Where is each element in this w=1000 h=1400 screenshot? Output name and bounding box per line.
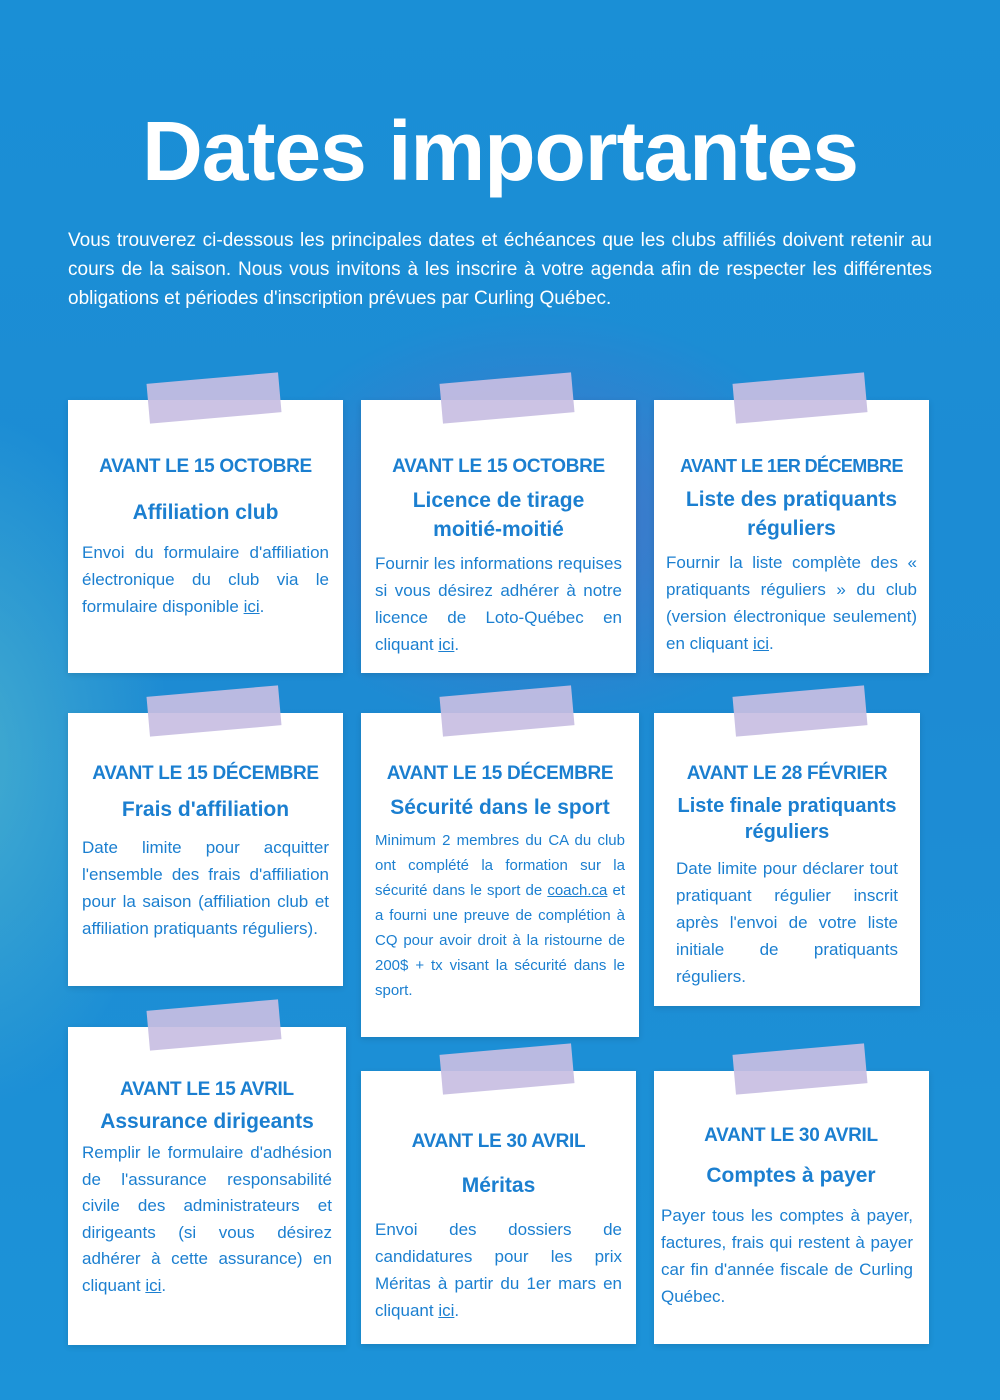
card-desc: Fournir les informations requises si vous désirez adhérer à notre licence de Loto-Québec en cliquant ici. <box>375 554 622 654</box>
tape-decoration <box>147 372 282 423</box>
card-date: AVANT LE 15 DÉCEMBRE <box>92 763 319 784</box>
card-date: AVANT LE 15 OCTOBRE <box>99 456 312 477</box>
card-date: AVANT LE 15 AVRIL <box>120 1079 294 1100</box>
card-liste-finale <box>654 713 920 1006</box>
card-name: Affiliation club <box>132 501 279 524</box>
ici-link[interactable]: ici <box>243 597 260 616</box>
coach-link[interactable]: coach.ca <box>547 882 608 899</box>
card-meritas <box>361 1071 636 1344</box>
tape-decoration <box>733 685 868 736</box>
card-name: Liste finale pratiquants réguliers <box>677 795 897 843</box>
card-desc: Payer tous les comptes à payer, factures, frais qui restent à payer car fin d'année fiscale de Curling Québec. <box>661 1206 913 1306</box>
card-date: AVANT LE 15 DÉCEMBRE <box>386 763 614 784</box>
tape-decoration <box>147 685 282 736</box>
card-name: Sécurité dans le sport <box>390 796 610 819</box>
ici-link[interactable]: ici <box>438 635 455 654</box>
card-desc: Date limite pour déclarer tout pratiquant régulier inscrit après l'envoi de votre liste initiale de pratiquants réguliers. <box>676 859 898 986</box>
card-name: Frais d'affiliation <box>121 798 290 821</box>
card-desc: Date limite pour acquitter l'ensemble des frais d'affiliation pour la saison (affiliation club et affiliation pratiquants réguliers). <box>82 838 329 938</box>
card-desc: Fournir la liste complète des « pratiquants réguliers » du club (version électronique seulement) en cliquant ici. <box>666 553 917 653</box>
ici-link[interactable]: ici <box>438 1301 455 1320</box>
card-frais-affiliation <box>68 713 343 986</box>
tape-decoration <box>733 1043 868 1094</box>
card-desc: Minimum 2 membres du CA du club ont complété la formation sur la sécurité dans le sport de coach.ca et a fourni une preuve de complétion à CQ pour avoir droit à la ristourne de 200$ + tx visant la sécurité dans le sport. <box>375 832 625 999</box>
card-name: Assurance dirigeants <box>100 1110 314 1133</box>
card-name: Liste des pratiquants réguliers <box>685 488 898 540</box>
ici-link[interactable]: ici <box>145 1275 162 1295</box>
tape-decoration <box>440 1043 575 1094</box>
card-securite-sport <box>361 713 639 1037</box>
tape-decoration <box>440 372 575 423</box>
card-affiliation-club <box>68 400 343 673</box>
intro-text: Vous trouverez ci-dessous les principales dates et échéances que les clubs affiliés doivent retenir au cours de la saison. Nous vous invitons à les inscrire à votre agenda afin de respecter les différentes obligations et périodes d'inscription prévues par Curling Québec. <box>68 230 932 309</box>
tape-decoration <box>147 999 282 1050</box>
card-date: AVANT LE 1ER DÉCEMBRE <box>680 456 903 476</box>
card-assurance-dirigeants <box>68 1027 346 1345</box>
card-licence-tirage <box>361 400 636 673</box>
card-comptes-payer <box>654 1071 929 1344</box>
card-date: AVANT LE 15 OCTOBRE <box>392 456 605 477</box>
tape-decoration <box>440 685 575 736</box>
card-name: Licence de tirage moitié-moitié <box>412 489 585 541</box>
card-date: AVANT LE 30 AVRIL <box>411 1131 586 1152</box>
card-desc: Remplir le formulaire d'adhésion de l'assurance responsabilité civile des administrateurs et dirigeants (si vous désirez adhérer à cette assurance) en cliquant ici. <box>82 1143 332 1295</box>
card-date: AVANT LE 28 FÉVRIER <box>686 763 888 784</box>
card-date: AVANT LE 30 AVRIL <box>704 1125 878 1146</box>
card-liste-pratiquants <box>654 400 929 673</box>
page-title: Dates importantes <box>142 104 858 198</box>
card-desc: Envoi du formulaire d'affiliation électronique du club via le formulaire disponible ici. <box>82 543 329 616</box>
card-name: Comptes à payer <box>706 1164 876 1187</box>
tape-decoration <box>733 372 868 423</box>
card-desc: Envoi des dossiers de candidatures pour les prix Méritas à partir du 1er mars en cliquant ici. <box>375 1220 622 1320</box>
card-name: Méritas <box>461 1174 536 1197</box>
ici-link[interactable]: ici <box>752 634 770 653</box>
